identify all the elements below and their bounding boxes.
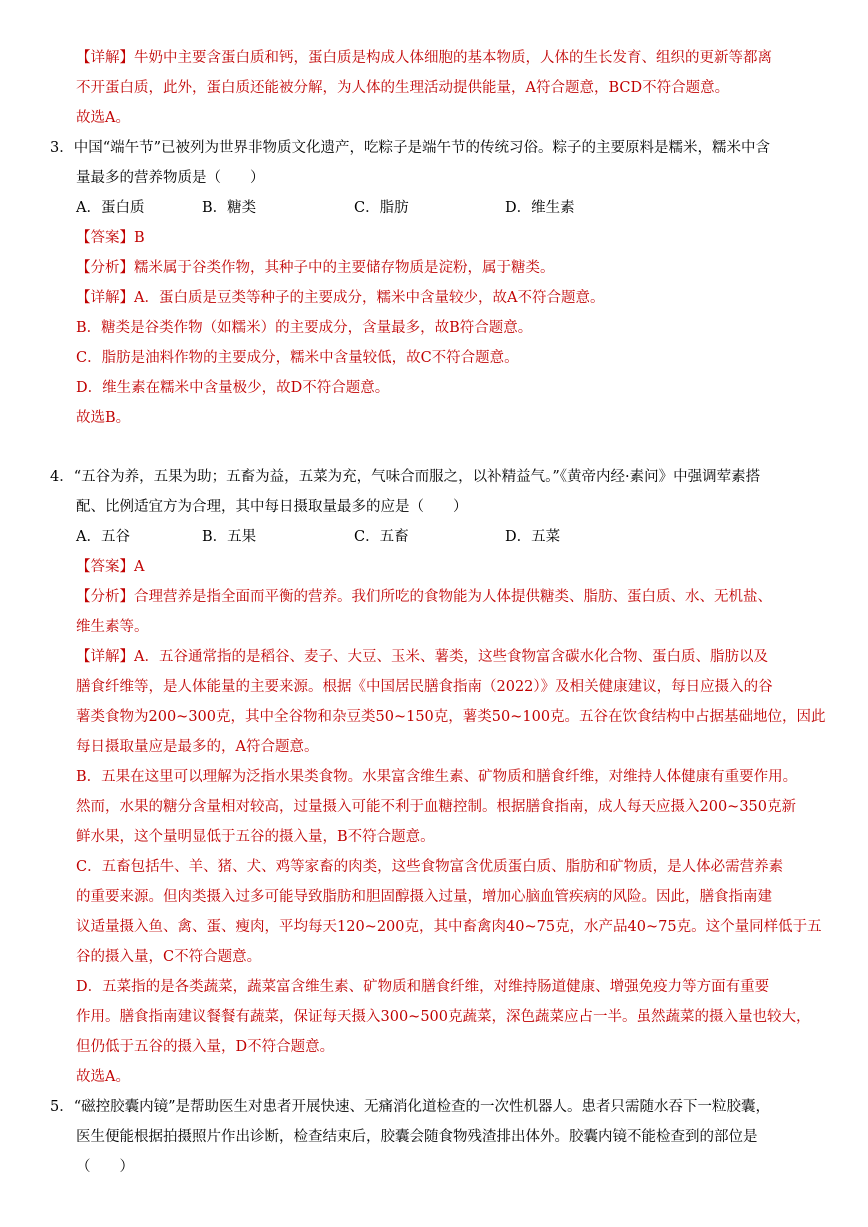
q3-detail-a: 【详解】A．蛋白质是豆类等种子的主要成分，糯米中含量较少，故A不符合题意。 — [76, 290, 605, 306]
q5-stem-line-2: 医生便能根据拍摄照片作出诊断，检查结束后，胶囊会随食物残渣排出体外。胶囊内镜不能检查到的部位是 — [76, 1129, 758, 1145]
q4-detail-a-line-3: 薯类食物为200~300克，其中全谷物和杂豆类50~150克，薯类50~100克。五谷在饮食结构中占据基础地位，因此 — [76, 709, 826, 725]
q3-stem-line-2: 量最多的营养物质是（ ） — [76, 170, 265, 186]
q4-detail-a-line-1: 【详解】A．五谷通常指的是稻谷、麦子、大豆、玉米、薯类，这些食物富含碳水化合物、蛋白质、脂肪以及 — [76, 649, 768, 665]
q4-option-d: D．五菜 — [505, 529, 561, 545]
q4-detail-a-line-2: 膳食纤维等，是人体能量的主要来源。根据《中国居民膳食指南（2022）》及相关健康建议，每日应摄入的谷 — [76, 679, 773, 695]
question-number: 5． — [50, 1099, 74, 1115]
q4-detail-d-line-1: D．五菜指的是各类蔬菜，蔬菜富含维生素、矿物质和膳食纤维，对维持肠道健康、增强免疫力等方面有重要 — [76, 979, 770, 995]
q3-conclusion: 故选B。 — [76, 410, 131, 426]
question-number: 4． — [50, 469, 74, 485]
q4-detail-b-line-1: B．五果在这里可以理解为泛指水果类食物。水果富含维生素、矿物质和膳食纤维，对维持人体健康有重要作用。 — [76, 769, 798, 785]
q4-stem-line-2: 配、比例适宜方为合理，其中每日摄取量最多的应是（ ） — [76, 499, 468, 515]
q4-option-c: C．五畜 — [354, 529, 409, 545]
q4-answer: 【答案】A — [76, 559, 145, 575]
q3-option-b: B．糖类 — [202, 200, 257, 216]
q4-option-a: A．五谷 — [76, 529, 130, 545]
q4-detail-c-line-2: 的重要来源。但肉类摄入过多可能导致脂肪和胆固醇摄入过量，增加心脑血管疾病的风险。因此，膳食指南建 — [76, 889, 772, 905]
q4-detail-c-line-3: 议适量摄入鱼、禽、蛋、瘦肉，平均每天120~200克，其中畜禽肉40~75克，水产品40~75克。这个量同样低于五 — [76, 919, 822, 935]
q4-detail-c-line-4: 谷的摄入量，C不符合题意。 — [76, 949, 262, 965]
q4-conclusion: 故选A。 — [76, 1069, 130, 1085]
q3-option-c: C．脂肪 — [354, 200, 409, 216]
q2-detail-line-2: 不开蛋白质，此外，蛋白质还能被分解，为人体的生理活动提供能量，A符合题意，BCD不符合题意。 — [76, 80, 730, 96]
q3-option-a: A．蛋白质 — [76, 200, 145, 216]
q5-stem-line-3: （ ） — [76, 1159, 134, 1175]
q3-detail-b: B．糖类是谷类作物（如糯米）的主要成分，含量最多，故B符合题意。 — [76, 320, 533, 336]
question-number: 3． — [50, 140, 74, 156]
q4-stem-line-1: 4．“五谷为养，五果为助；五畜为益，五菜为充，气味合而服之，以补精益气。”《黄帝内经·素问》中强调荤素搭 — [50, 469, 761, 485]
q3-answer: 【答案】B — [76, 230, 145, 246]
q4-analysis-line-2: 维生素等。 — [76, 619, 149, 635]
q3-detail-c: C．脂肪是油料作物的主要成分，糯米中含量较低，故C不符合题意。 — [76, 350, 519, 366]
q4-analysis-line-1: 【分析】合理营养是指全面而平衡的营养。我们所吃的食物能为人体提供糖类、脂肪、蛋白质、水、无机盐、 — [76, 589, 772, 605]
q3-option-d: D．维生素 — [505, 200, 575, 216]
q5-stem-line-1: 5．“磁控胶囊内镜”是帮助医生对患者开展快速、无痛消化道检查的一次性机器人。患者只需随水吞下一粒胶囊， — [50, 1099, 771, 1115]
q3-analysis: 【分析】糯米属于谷类作物，其种子中的主要储存物质是淀粉，属于糖类。 — [76, 260, 555, 276]
q4-detail-c-line-1: C．五畜包括牛、羊、猪、犬、鸡等家畜的肉类，这些食物富含优质蛋白质、脂肪和矿物质，是人体必需营养素 — [76, 859, 784, 875]
q3-detail-d: D．维生素在糯米中含量极少，故D不符合题意。 — [76, 380, 390, 396]
q4-detail-d-line-2: 作用。膳食指南建议餐餐有蔬菜，保证每天摄入300~500克蔬菜，深色蔬菜应占一半。虽然蔬菜的摄入量也较大， — [76, 1009, 811, 1025]
q3-stem-line-1: 3．中国“端午节”已被列为世界非物质文化遗产，吃粽子是端午节的传统习俗。粽子的主要原料是糯米，糯米中含 — [50, 140, 771, 156]
detail-tag: 【详解】 — [76, 50, 134, 66]
q2-conclusion: 故选A。 — [76, 110, 130, 126]
q4-detail-a-line-4: 每日摄取量应是最多的，A符合题意。 — [76, 739, 319, 755]
q4-detail-d-line-3: 但仍低于五谷的摄入量，D不符合题意。 — [76, 1039, 335, 1055]
q2-detail-line-1: 【详解】牛奶中主要含蛋白质和钙，蛋白质是构成人体细胞的基本物质，人体的生长发育、组织的更新等都离 — [76, 50, 772, 66]
q4-detail-b-line-2: 然而，水果的糖分含量相对较高，过量摄入可能不利于血糖控制。根据膳食指南，成人每天应摄入200~350克新 — [76, 799, 796, 815]
q4-option-b: B．五果 — [202, 529, 257, 545]
q4-detail-b-line-3: 鲜水果，这个量明显低于五谷的摄入量，B不符合题意。 — [76, 829, 435, 845]
